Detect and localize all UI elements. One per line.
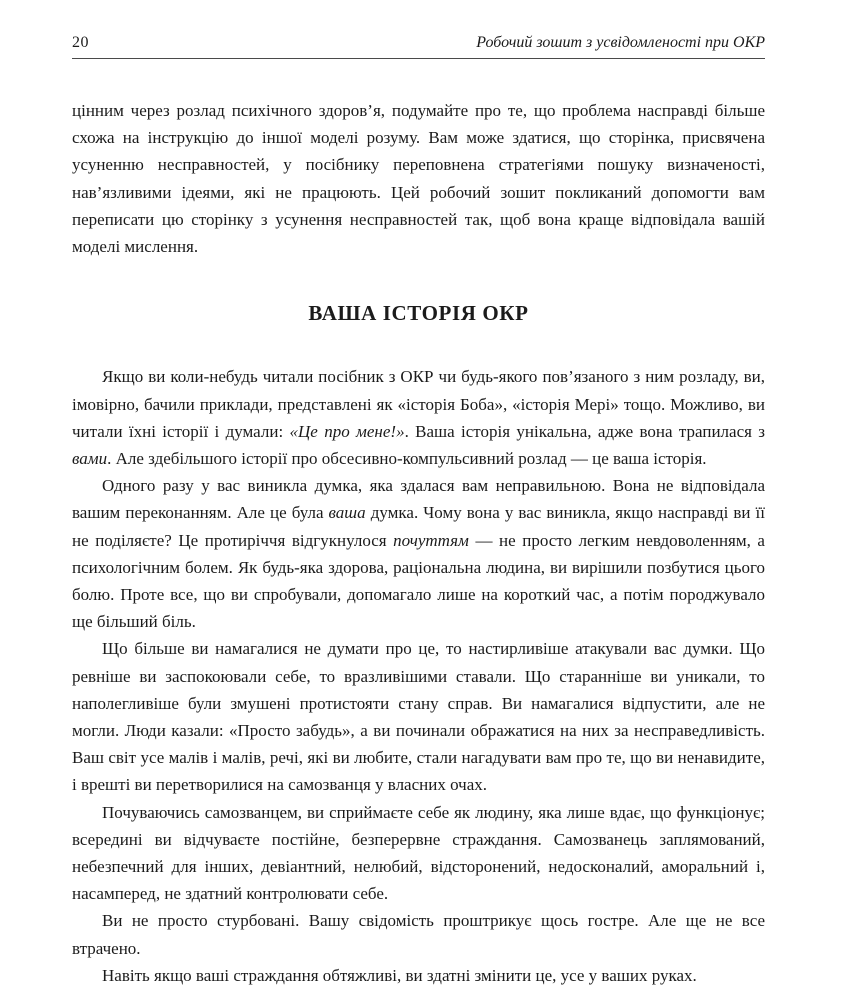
text-run: Почуваючись самозванцем, ви сприймаєте себе як людину, яка лише вдає, що функціонує; всередині ви відчуваєте постійне, безперервне страждання. Самозванець заплямований, небезпечний для інших, девіантний, нелюбий, відсторонений, недосконалий, аморальний і, насамперед, не здатний контролювати себе.	[72, 802, 765, 904]
text-run: . Ваша історія унікальна, адже вона трапилася з	[404, 421, 765, 441]
body-content	[72, 97, 765, 989]
paragraph	[72, 635, 765, 798]
page-header	[72, 34, 765, 58]
paragraph	[72, 472, 765, 635]
text-run: Ви не просто стурбовані. Вашу свідомість проштрикує щось гостре. Але ще не все втрачено.	[72, 911, 765, 958]
text-run: Що більше ви намагалися не думати про це, то настирливіше атакували вас думки. Що ревніше ви заспокоювали себе, то вразливішими ставали. Що старанніше ви уникали, то наполегливіше були змушені протистояти стану справ. Ви намагалися відпустити, але не могли. Люди казали: «Просто забудь», а ви починали ображатися на них за несправедливість. Ваш світ усе малів і малів, речі, які ви любите, стали нагадувати вам про те, що ви ненавидите, і врешті ви перетворилися на самозванця у власних очах.	[72, 639, 765, 795]
italic-run: «Це про мене!»	[289, 421, 405, 441]
text-run: цінним через розлад психічного здоров’я, подумайте про те, що проблема насправді більше схожа на інструкцію до іншої моделі розуму. Вам може здатися, що сторінка, присвячена усуненню несправностей, у посібнику переповнена стратегіями пошуку визначеності, нав’язливими ідеями, які не працюють. Цей робочий зошит покликаний допомогти вам переписати цю сторінку з усунення несправностей так, щоб вона краще відповідала вашій моделі мислення.	[72, 101, 765, 257]
italic-run: почуттям	[393, 530, 469, 550]
paragraph	[72, 907, 765, 961]
text-run: Одного разу у вас виникла думка, яка здалася вам неправильною. Вона не відповідала вашим переконанням. Але це була	[72, 476, 765, 523]
section-paragraphs	[72, 363, 765, 989]
paragraph	[72, 97, 765, 260]
text-run: Якщо ви коли-небудь читали посібник з ОКР чи будь-якого пов’язаного з ним розладу, ви, імовірно, бачили приклади, представлені як «історія Боба», «історія Мері» тощо. Можливо, ви читали їхні історії і думали:	[72, 367, 765, 441]
paragraph	[72, 363, 765, 472]
header-rule	[72, 58, 765, 59]
text-run: — не просто легким невдоволенням, а психологічним болем. Як будь-яка здорова, раціональна людина, ви вирішили позбутися цього болю. Проте все, що ви спробували, допомагало лише на короткий час, а потім породжувало ще більший біль.	[72, 530, 765, 632]
section-heading: ВАША ІСТОРІЯ ОКР	[308, 301, 529, 326]
page-number: 20	[72, 34, 89, 51]
italic-run: ваша	[328, 503, 366, 523]
italic-run: вами	[72, 449, 108, 469]
running-title: Робочий зошит з усвідомленості при ОКР	[476, 34, 765, 51]
text-run: Навіть якщо ваші страждання обтяжливі, ви здатні змінити це, усе у ваших руках.	[102, 965, 697, 985]
paragraph	[72, 799, 765, 908]
paragraph	[72, 962, 765, 989]
intro-paragraphs	[72, 97, 765, 260]
text-run: . Але здебільшого історії про обсесивно-компульсивний розлад — це ваша історія.	[107, 449, 707, 469]
text-run: думка. Чому вона у вас виникла, якщо насправді ви її не поділяєте? Це протиріччя відгукнулося	[72, 503, 765, 550]
